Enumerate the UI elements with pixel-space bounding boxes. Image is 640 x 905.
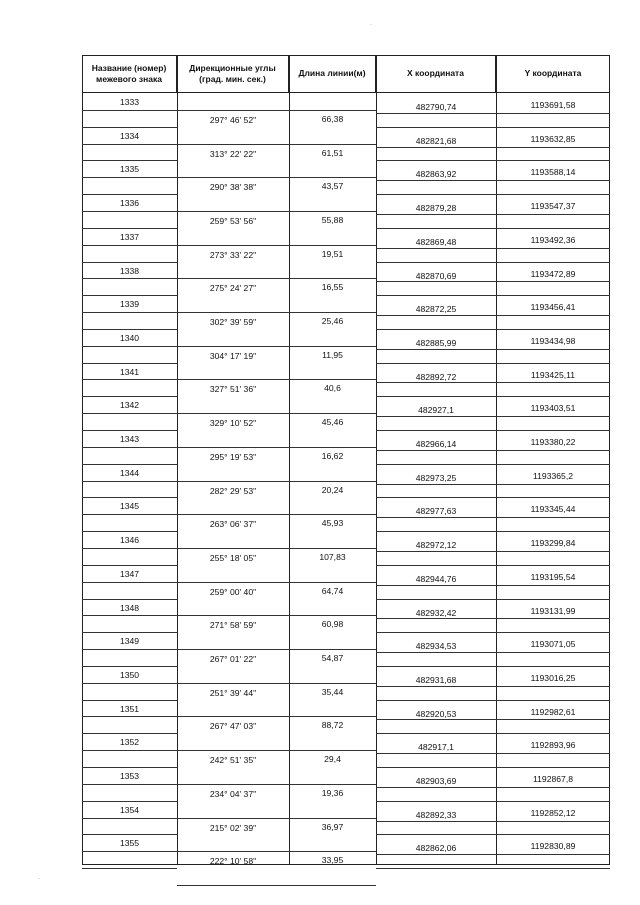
row-line xyxy=(82,497,177,498)
point-name: 1351 xyxy=(119,704,140,714)
x-coordinate: 482879,28 xyxy=(415,203,457,213)
x-coordinate: 482821,68 xyxy=(415,136,457,146)
point-name: 1333 xyxy=(119,97,140,107)
row-line xyxy=(177,716,376,717)
row-line xyxy=(177,447,376,448)
x-coordinate: 482944,76 xyxy=(415,574,457,584)
y-coordinate: 1193071,05 xyxy=(530,639,576,649)
x-coordinate: 482892,33 xyxy=(415,810,457,820)
row-line xyxy=(82,278,177,279)
line-length: 55,88 xyxy=(321,215,344,225)
row-line xyxy=(82,767,177,768)
direction-angle: 273° 33' 22" xyxy=(209,250,257,260)
row-line xyxy=(177,548,376,549)
direction-angle: 267° 01' 22" xyxy=(209,654,257,664)
row-line xyxy=(376,147,610,148)
row-line xyxy=(376,585,610,586)
y-coordinate: 1193588,14 xyxy=(530,167,576,177)
y-coordinate: 1193434,98 xyxy=(530,336,576,346)
row-line xyxy=(82,346,177,347)
line-length: 33,95 xyxy=(321,855,344,865)
row-line xyxy=(82,818,177,819)
row-line xyxy=(82,784,177,785)
x-coordinate: 482892,72 xyxy=(415,372,457,382)
row-line xyxy=(177,750,376,751)
row-line xyxy=(376,599,610,600)
point-name: 1343 xyxy=(119,434,140,444)
row-line xyxy=(82,632,177,633)
row-line xyxy=(376,652,610,653)
row-line xyxy=(82,531,177,532)
row-line xyxy=(376,228,610,229)
row-line xyxy=(82,194,177,195)
row-line xyxy=(177,514,376,515)
row-line xyxy=(82,716,177,717)
x-coordinate: 482885,99 xyxy=(415,338,457,348)
row-line xyxy=(376,484,610,485)
row-line xyxy=(177,245,376,246)
line-length: 16,55 xyxy=(321,282,344,292)
direction-angle: 304° 17' 19" xyxy=(209,351,257,361)
y-coordinate: 1192982,61 xyxy=(530,707,576,717)
point-name: 1352 xyxy=(119,737,140,747)
x-coordinate: 482917,1 xyxy=(418,742,454,752)
row-line xyxy=(376,262,610,263)
row-line xyxy=(177,379,376,380)
row-line xyxy=(177,818,376,819)
line-length: 88,72 xyxy=(321,720,344,730)
direction-angle: 263° 06' 37" xyxy=(209,519,257,529)
row-line xyxy=(376,719,610,720)
row-line xyxy=(82,379,177,380)
point-name: 1341 xyxy=(119,367,140,377)
row-line xyxy=(82,447,177,448)
row-line xyxy=(82,548,177,549)
y-coordinate: 1192893,96 xyxy=(530,740,576,750)
point-name: 1349 xyxy=(119,636,140,646)
x-coordinate: 482863,92 xyxy=(415,169,457,179)
line-length: 19,36 xyxy=(321,788,344,798)
y-coordinate: 1193016,25 xyxy=(530,673,576,683)
y-coordinate: 1193632,85 xyxy=(530,134,576,144)
row-line xyxy=(82,700,177,701)
row-line xyxy=(376,686,610,687)
row-line xyxy=(177,346,376,347)
row-line xyxy=(177,110,376,111)
x-coordinate: 482903,69 xyxy=(415,776,457,786)
y-coordinate: 1193456,41 xyxy=(530,302,576,312)
y-coordinate: 1193472,89 xyxy=(530,269,576,279)
row-line xyxy=(376,801,610,802)
row-line xyxy=(177,784,376,785)
row-line xyxy=(82,834,177,835)
y-coordinate: 1192867,8 xyxy=(533,774,573,784)
point-name: 1354 xyxy=(119,805,140,815)
y-coordinate: 1193345,44 xyxy=(530,504,576,514)
row-line xyxy=(82,262,177,263)
line-length: 64,74 xyxy=(321,586,344,596)
line-length: 11,95 xyxy=(322,350,343,360)
row-line xyxy=(177,144,376,145)
row-line xyxy=(82,582,177,583)
row-line xyxy=(376,531,610,532)
line-length: 19,51 xyxy=(321,249,344,259)
x-coordinate: 482966,14 xyxy=(415,439,457,449)
line-length: 45,93 xyxy=(321,518,344,528)
row-line xyxy=(376,733,610,734)
row-line xyxy=(376,700,610,701)
direction-angle: 327° 51' 36" xyxy=(209,384,257,394)
line-length: 40,6 xyxy=(324,383,341,393)
x-coordinate: 482931,68 xyxy=(415,675,457,685)
row-line xyxy=(177,649,376,650)
y-coordinate: 1193131,99 xyxy=(530,606,576,616)
header-name: Название (номер) межевого знака xyxy=(82,55,177,93)
y-coordinate: 1193380,22 xyxy=(530,437,576,447)
y-coordinate: 1193547,37 xyxy=(530,201,576,211)
line-length: 36,97 xyxy=(321,822,344,832)
direction-angle: 259° 53' 56" xyxy=(209,216,257,226)
line-length: 61,51 xyxy=(321,148,344,158)
row-line xyxy=(376,214,610,215)
line-length: 35,44 xyxy=(321,687,344,697)
row-line xyxy=(376,854,610,855)
x-coordinate: 482872,25 xyxy=(415,304,457,314)
x-coordinate: 482920,53 xyxy=(415,709,457,719)
row-line xyxy=(376,450,610,451)
row-line xyxy=(376,632,610,633)
x-coordinate: 482973,25 xyxy=(415,473,457,483)
row-line xyxy=(376,565,610,566)
scan-dot: · xyxy=(370,22,372,28)
line-length: 25,46 xyxy=(321,316,344,326)
direction-angle: 255° 18' 05" xyxy=(209,553,257,563)
row-line xyxy=(376,767,610,768)
row-line xyxy=(376,127,610,128)
row-line xyxy=(376,868,610,869)
direction-angle: 251° 39' 44" xyxy=(209,688,257,698)
row-line xyxy=(376,416,610,417)
row-line xyxy=(376,517,610,518)
y-coordinate: 1193691,58 xyxy=(530,100,576,110)
direction-angle: 302° 39' 59" xyxy=(209,317,257,327)
direction-angle: 234° 04' 37" xyxy=(209,789,257,799)
x-coordinate: 482972,12 xyxy=(415,540,457,550)
scan-dot: · xyxy=(38,876,40,882)
row-line xyxy=(376,497,610,498)
direction-angle: 259° 00' 40" xyxy=(209,587,257,597)
point-name: 1348 xyxy=(119,603,140,613)
y-coordinate: 1193425,11 xyxy=(530,370,576,380)
x-coordinate: 482927,1 xyxy=(418,405,454,415)
row-line xyxy=(177,211,376,212)
row-line xyxy=(376,194,610,195)
point-name: 1355 xyxy=(119,838,140,848)
direction-angle: 271° 58' 59" xyxy=(209,620,257,630)
row-line xyxy=(376,787,610,788)
coordinates-table xyxy=(82,55,610,865)
direction-angle: 242° 51' 35" xyxy=(209,755,257,765)
header-angle: Дирекционные углы (град. мин. сек.) xyxy=(177,55,289,93)
y-coordinate: 1193365,2 xyxy=(533,471,573,481)
direction-angle: 290° 38' 38" xyxy=(209,182,257,192)
row-line xyxy=(82,396,177,397)
direction-angle: 297° 46' 52" xyxy=(209,115,257,125)
x-coordinate: 482790,74 xyxy=(415,102,457,112)
direction-angle: 267° 47' 03" xyxy=(209,721,257,731)
row-line xyxy=(376,363,610,364)
row-line xyxy=(376,113,610,114)
x-coordinate: 482869,48 xyxy=(415,237,457,247)
line-length: 16,62 xyxy=(321,451,344,461)
row-line xyxy=(82,733,177,734)
line-length: 66,38 xyxy=(321,114,344,124)
line-length: 60,98 xyxy=(321,619,344,629)
row-line xyxy=(82,750,177,751)
row-line xyxy=(82,649,177,650)
header-y: Y координата xyxy=(496,55,610,93)
row-line xyxy=(376,464,610,465)
row-line xyxy=(177,177,376,178)
row-line xyxy=(82,851,177,852)
row-line xyxy=(376,160,610,161)
row-line xyxy=(82,160,177,161)
row-line xyxy=(82,868,177,869)
row-line xyxy=(82,565,177,566)
point-name: 1338 xyxy=(119,266,140,276)
row-line xyxy=(82,514,177,515)
row-line xyxy=(82,211,177,212)
row-line xyxy=(82,413,177,414)
x-coordinate: 482862,06 xyxy=(415,843,457,853)
row-line xyxy=(376,315,610,316)
row-line xyxy=(82,599,177,600)
row-line xyxy=(376,248,610,249)
point-name: 1350 xyxy=(119,670,140,680)
row-line xyxy=(376,295,610,296)
direction-angle: 275° 24' 27" xyxy=(209,283,257,293)
x-coordinate: 482932,42 xyxy=(415,608,457,618)
row-line xyxy=(177,851,376,852)
y-coordinate: 1193403,51 xyxy=(530,403,576,413)
row-line xyxy=(177,615,376,616)
row-line xyxy=(376,618,610,619)
row-line xyxy=(82,615,177,616)
row-line xyxy=(82,683,177,684)
row-line xyxy=(82,312,177,313)
row-line xyxy=(376,396,610,397)
direction-angle: 295° 19' 53" xyxy=(209,452,257,462)
line-length: 20,24 xyxy=(321,485,344,495)
point-name: 1344 xyxy=(119,468,140,478)
row-line xyxy=(177,312,376,313)
row-line xyxy=(82,363,177,364)
header-x: X координата xyxy=(376,55,496,93)
point-name: 1339 xyxy=(119,299,140,309)
row-line xyxy=(177,481,376,482)
line-length: 54,87 xyxy=(321,653,344,663)
point-name: 1347 xyxy=(119,569,140,579)
line-length: 43,57 xyxy=(321,181,344,191)
row-line xyxy=(177,885,376,886)
x-coordinate: 482977,63 xyxy=(415,506,457,516)
point-name: 1334 xyxy=(119,131,140,141)
row-line xyxy=(82,801,177,802)
point-name: 1336 xyxy=(119,198,140,208)
point-name: 1340 xyxy=(119,333,140,343)
row-line xyxy=(82,666,177,667)
point-name: 1335 xyxy=(119,164,140,174)
y-coordinate: 1193195,54 xyxy=(530,572,576,582)
direction-angle: 313° 22' 22" xyxy=(209,149,257,159)
point-name: 1346 xyxy=(119,535,140,545)
row-line xyxy=(376,551,610,552)
direction-angle: 222° 10' 58" xyxy=(209,856,257,866)
point-name: 1342 xyxy=(119,400,140,410)
row-line xyxy=(82,295,177,296)
x-coordinate: 482934,53 xyxy=(415,641,457,651)
row-line xyxy=(376,430,610,431)
point-name: 1337 xyxy=(119,232,140,242)
row-line xyxy=(376,753,610,754)
row-line xyxy=(82,329,177,330)
row-line xyxy=(376,666,610,667)
row-line xyxy=(376,180,610,181)
row-line xyxy=(82,177,177,178)
point-name: 1345 xyxy=(119,501,140,511)
row-line xyxy=(82,430,177,431)
row-line xyxy=(177,582,376,583)
direction-angle: 215° 02' 39" xyxy=(209,823,257,833)
row-line xyxy=(376,349,610,350)
line-length: 107,83 xyxy=(319,552,346,562)
row-line xyxy=(82,144,177,145)
line-length: 45,46 xyxy=(321,417,344,427)
row-line xyxy=(376,834,610,835)
point-name: 1353 xyxy=(119,771,140,781)
row-line xyxy=(82,245,177,246)
direction-angle: 282° 29' 53" xyxy=(209,486,257,496)
row-line xyxy=(376,821,610,822)
row-line xyxy=(82,481,177,482)
x-coordinate: 482870,69 xyxy=(415,271,457,281)
row-line xyxy=(376,329,610,330)
row-line xyxy=(376,281,610,282)
row-line xyxy=(177,683,376,684)
header-length: Длина линии(м) xyxy=(289,55,376,93)
y-coordinate: 1193299,84 xyxy=(530,538,576,548)
y-coordinate: 1193492,36 xyxy=(530,235,576,245)
direction-angle: 329° 10' 52" xyxy=(209,418,257,428)
row-line xyxy=(82,127,177,128)
row-line xyxy=(82,110,177,111)
y-coordinate: 1192830,89 xyxy=(530,841,576,851)
row-line xyxy=(82,464,177,465)
row-line xyxy=(376,382,610,383)
row-line xyxy=(177,413,376,414)
y-coordinate: 1192852,12 xyxy=(530,808,576,818)
row-line xyxy=(82,228,177,229)
line-length: 29,4 xyxy=(324,754,341,764)
row-line xyxy=(177,278,376,279)
